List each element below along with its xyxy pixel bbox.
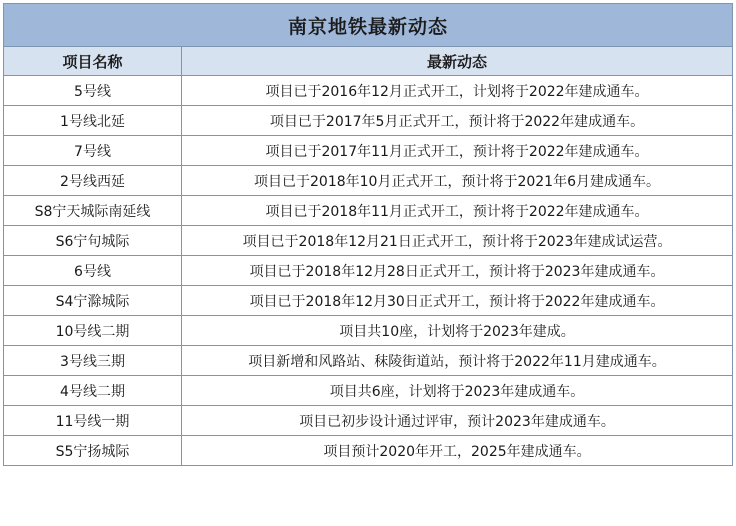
table-row [4, 436, 733, 466]
project-status-cell: 项目已于2016年12月正式开工，计划将于2022年建成通车。 [182, 76, 733, 106]
project-name-cell: 4号线二期 [4, 376, 182, 406]
project-status-cell: 项目预计2020年开工，2025年建成通车。 [182, 436, 733, 466]
table-row [4, 406, 733, 436]
project-name-cell: 7号线 [4, 136, 182, 166]
project-name-cell: S6宁句城际 [4, 226, 182, 256]
project-name-cell: S4宁滁城际 [4, 286, 182, 316]
project-status-cell: 项目已于2018年12月28日正式开工，预计将于2023年建成通车。 [182, 256, 733, 286]
table-row [4, 166, 733, 196]
project-name-cell: 6号线 [4, 256, 182, 286]
metro-status-table-container [3, 3, 732, 521]
project-status-cell: 项目新增和风路站、秣陵街道站，预计将于2022年11月建成通车。 [182, 346, 733, 376]
table-row [4, 256, 733, 286]
project-status-cell: 项目已于2018年12月30日正式开工，预计将于2022年建成通车。 [182, 286, 733, 316]
project-status-cell: 项目共10座，计划将于2023年建成。 [182, 316, 733, 346]
project-status-cell: 项目已于2017年11月正式开工，预计将于2022年建成通车。 [182, 136, 733, 166]
table-row [4, 136, 733, 166]
table-row [4, 316, 733, 346]
table-row [4, 196, 733, 226]
project-name-cell: 5号线 [4, 76, 182, 106]
project-name-cell: 3号线三期 [4, 346, 182, 376]
project-status-cell: 项目已初步设计通过评审，预计2023年建成通车。 [182, 406, 733, 436]
project-name-cell: 11号线一期 [4, 406, 182, 436]
metro-status-table [3, 3, 733, 466]
project-status-cell: 项目已于2018年12月21日正式开工，预计将于2023年建成试运营。 [182, 226, 733, 256]
table-title: 南京地铁最新动态 [4, 4, 733, 47]
project-status-cell: 项目已于2017年5月正式开工，预计将于2022年建成通车。 [182, 106, 733, 136]
project-status-cell: 项目已于2018年10月正式开工，预计将于2021年6月建成通车。 [182, 166, 733, 196]
project-name-cell: 2号线西延 [4, 166, 182, 196]
table-row [4, 286, 733, 316]
header-row [4, 47, 733, 76]
project-status-cell: 项目共6座，计划将于2023年建成通车。 [182, 376, 733, 406]
title-row [4, 4, 733, 47]
project-name-cell: 10号线二期 [4, 316, 182, 346]
project-status-cell: 项目已于2018年11月正式开工，预计将于2022年建成通车。 [182, 196, 733, 226]
table-row [4, 376, 733, 406]
table-row [4, 76, 733, 106]
table-row [4, 346, 733, 376]
table-row [4, 226, 733, 256]
column-header-project-name: 项目名称 [4, 47, 182, 76]
project-name-cell: 1号线北延 [4, 106, 182, 136]
column-header-latest-status: 最新动态 [182, 47, 733, 76]
project-name-cell: S5宁扬城际 [4, 436, 182, 466]
project-name-cell: S8宁天城际南延线 [4, 196, 182, 226]
table-row [4, 106, 733, 136]
